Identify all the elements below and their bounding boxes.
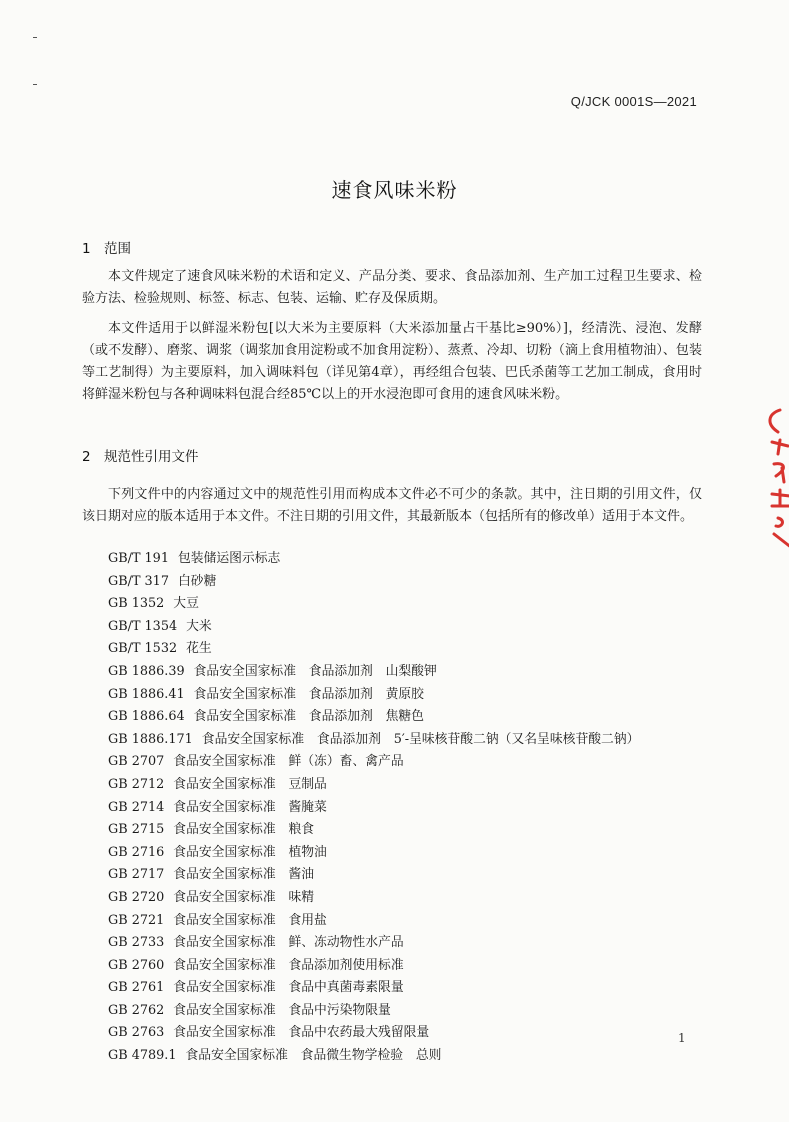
reference-item	[108, 819, 708, 842]
reference-item	[108, 729, 708, 752]
reference-title: 食品安全国家标准 食品添加剂 山梨酸钾	[193, 663, 437, 679]
reference-code: GB 2760	[108, 957, 165, 973]
reference-code: GB/T 1532	[108, 641, 178, 657]
reference-item	[108, 932, 708, 955]
reference-item	[108, 638, 708, 661]
reference-title: 大豆	[173, 596, 199, 612]
section-2-paragraph-1: 下列文件中的内容通过文中的规范性引用而构成本文件必不可少的条款。其中，注日期的引用文件，仅该日期对应的版本适用于本文件。不注日期的引用文件，其最新版本（包括所有的修改单）适用于本文件。	[82, 487, 702, 524]
reference-list	[108, 548, 708, 1068]
reference-title: 花生	[186, 641, 212, 657]
reference-code: GB 2712	[108, 776, 165, 792]
reference-title: 食品安全国家标准 食用盐	[173, 912, 327, 928]
reference-item	[108, 571, 708, 594]
page-number: 1	[678, 1031, 686, 1045]
document-title: 速食风味米粉	[331, 178, 458, 202]
section-1-number: 1	[82, 241, 91, 257]
reference-title: 食品安全国家标准 粮食	[173, 822, 315, 838]
reference-title: 食品安全国家标准 酱油	[173, 867, 315, 883]
reference-item	[108, 864, 708, 887]
reference-item	[108, 977, 708, 1000]
reference-item	[108, 684, 708, 707]
section-1-paragraph-2: 本文件适用于以鲜湿米粉包[以大米为主要原料（大米添加量占干基比≥90%）]，经清洗、浸泡、发酵（或不发酵）、磨浆、调浆（调浆加食用淀粉或不加食用淀粉）、蒸煮、冷却、切粉（滴上食用植物油）、包装等工艺制得）为主要原料，加入调味料包（详见第4章），再经组合包装、巴氏杀菌等工艺加工制成，食用时将鲜湿米粉包与各种调味料包混合经85℃以上的开水浸泡即可食用的速食风味米粉。	[82, 321, 702, 402]
reference-code: GB 2733	[108, 935, 165, 951]
reference-code: GB 2721	[108, 912, 165, 928]
reference-title: 食品安全国家标准 豆制品	[173, 776, 327, 792]
reference-code: GB/T 317	[108, 573, 169, 589]
section-2-title: 规范性引用文件	[104, 449, 199, 465]
reference-code: GB 2763	[108, 1025, 165, 1041]
reference-item	[108, 955, 708, 978]
reference-title: 食品安全国家标准 食品中真菌毒素限量	[173, 980, 404, 996]
reference-item	[108, 661, 708, 684]
reference-item	[108, 1045, 708, 1068]
reference-title: 食品安全国家标准 食品添加剂 5′-呈味核苷酸二钠（又名呈味核苷酸二钠）	[201, 731, 640, 747]
reference-item	[108, 774, 708, 797]
reference-code: GB 2715	[108, 822, 165, 838]
reference-code: GB 2720	[108, 889, 165, 905]
reference-title: 食品安全国家标准 食品添加剂 焦糖色	[193, 709, 424, 725]
section-2-heading	[82, 445, 199, 465]
reference-code: GB 2714	[108, 799, 165, 815]
reference-item	[108, 887, 708, 910]
reference-item	[108, 548, 708, 571]
reference-title: 食品安全国家标准 食品中污染物限量	[173, 1002, 391, 1018]
reference-code: GB 2707	[108, 754, 165, 770]
reference-title: 大米	[186, 618, 212, 634]
reference-title: 食品安全国家标准 鲜、冻动物性水产品	[173, 935, 404, 951]
reference-title: 食品安全国家标准 酱腌菜	[173, 799, 327, 815]
section-2-number: 2	[82, 449, 91, 465]
reference-code: GB 1886.171	[108, 731, 193, 747]
reference-item	[108, 751, 708, 774]
section-1-title: 范围	[104, 241, 131, 257]
reference-code: GB 2717	[108, 867, 165, 883]
reference-item	[108, 616, 708, 639]
reference-item	[108, 842, 708, 865]
section-1-heading	[82, 237, 131, 257]
reference-title: 食品安全国家标准 食品中农药最大残留限量	[173, 1025, 430, 1041]
reference-item	[108, 1000, 708, 1023]
reference-title: 包装储运图示标志	[177, 551, 281, 566]
reference-item	[108, 593, 708, 616]
reference-code: GB/T 1354	[108, 618, 178, 634]
scan-mark-bottom	[33, 84, 37, 85]
reference-code: GB 2761	[108, 980, 165, 996]
document-code: Q/JCK 0001S—2021	[570, 94, 697, 109]
reference-code: GB 2716	[108, 844, 165, 860]
reference-title: 白砂糖	[177, 573, 217, 589]
reference-item	[108, 706, 708, 729]
reference-title: 食品安全国家标准 食品添加剂 黄原胶	[193, 686, 424, 702]
reference-title: 食品安全国家标准 食品添加剂使用标准	[173, 957, 404, 973]
reference-code: GB/T 191	[108, 551, 169, 566]
reference-code: GB 1352	[108, 596, 165, 612]
reference-code: GB 1886.64	[108, 709, 185, 725]
reference-code: GB 2762	[108, 1002, 165, 1018]
reference-title: 食品安全国家标准 鲜（冻）畜、禽产品	[173, 754, 404, 770]
reference-item	[108, 910, 708, 933]
scan-mark-top	[33, 37, 37, 38]
section-1-paragraph-1: 本文件规定了速食风味米粉的术语和定义、产品分类、要求、食品添加剂、生产加工过程卫生要求、检验方法、检验规则、标签、标志、包装、运输、贮存及保质期。	[82, 269, 702, 306]
reference-code: GB 1886.41	[108, 686, 185, 702]
reference-title: 食品安全国家标准 食品微生物学检验 总则	[185, 1048, 442, 1064]
reference-item	[108, 1022, 708, 1045]
reference-code: GB 1886.39	[108, 663, 185, 679]
reference-code: GB 4789.1	[108, 1048, 177, 1064]
reference-title: 食品安全国家标准 味精	[173, 889, 315, 905]
reference-item	[108, 797, 708, 820]
red-seal-stamp	[758, 402, 789, 552]
reference-title: 食品安全国家标准 植物油	[173, 844, 327, 860]
